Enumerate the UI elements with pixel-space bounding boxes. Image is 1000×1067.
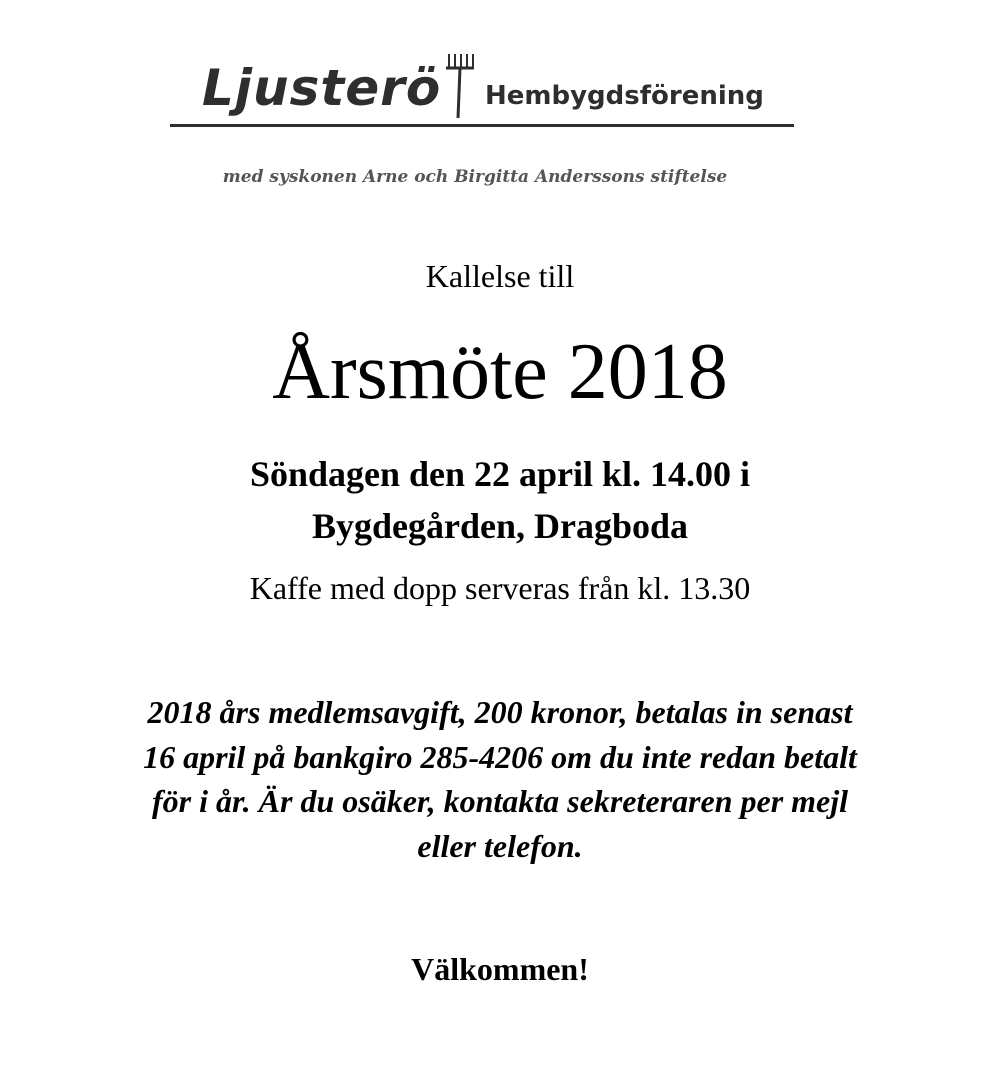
page-title: Årsmöte 2018 xyxy=(272,328,728,416)
welcome-text: Välkommen! xyxy=(411,951,589,987)
coffee-note: Kaffe med dopp serveras från kl. 13.30 xyxy=(249,570,751,606)
intro-text: Kallelse till xyxy=(425,258,575,294)
notice-line: 16 april på bankgiro 285-4206 om du inte redan betalt xyxy=(143,738,857,775)
logo-org: Hembygdsförening xyxy=(485,81,764,111)
meeting-date: Söndagen den 22 april kl. 14.00 i xyxy=(249,454,751,494)
rake-icon xyxy=(440,52,480,118)
notice-line: 2018 års medlemsavgift, 200 kronor, betalas in senast xyxy=(147,694,853,730)
membership-notice xyxy=(100,690,900,868)
notice-line: eller telefon. xyxy=(417,827,583,864)
logo xyxy=(170,52,794,130)
logo-divider xyxy=(170,124,794,127)
logo-name: Ljusterö xyxy=(202,59,442,117)
meeting-location: Bygdegården, Dragboda xyxy=(311,506,689,546)
tagline: med syskonen Arne och Birgitta Anderssons stiftelse xyxy=(222,167,728,187)
notice-line: för i år. Är du osäker, kontakta sekreteraren per mejl xyxy=(151,783,849,819)
